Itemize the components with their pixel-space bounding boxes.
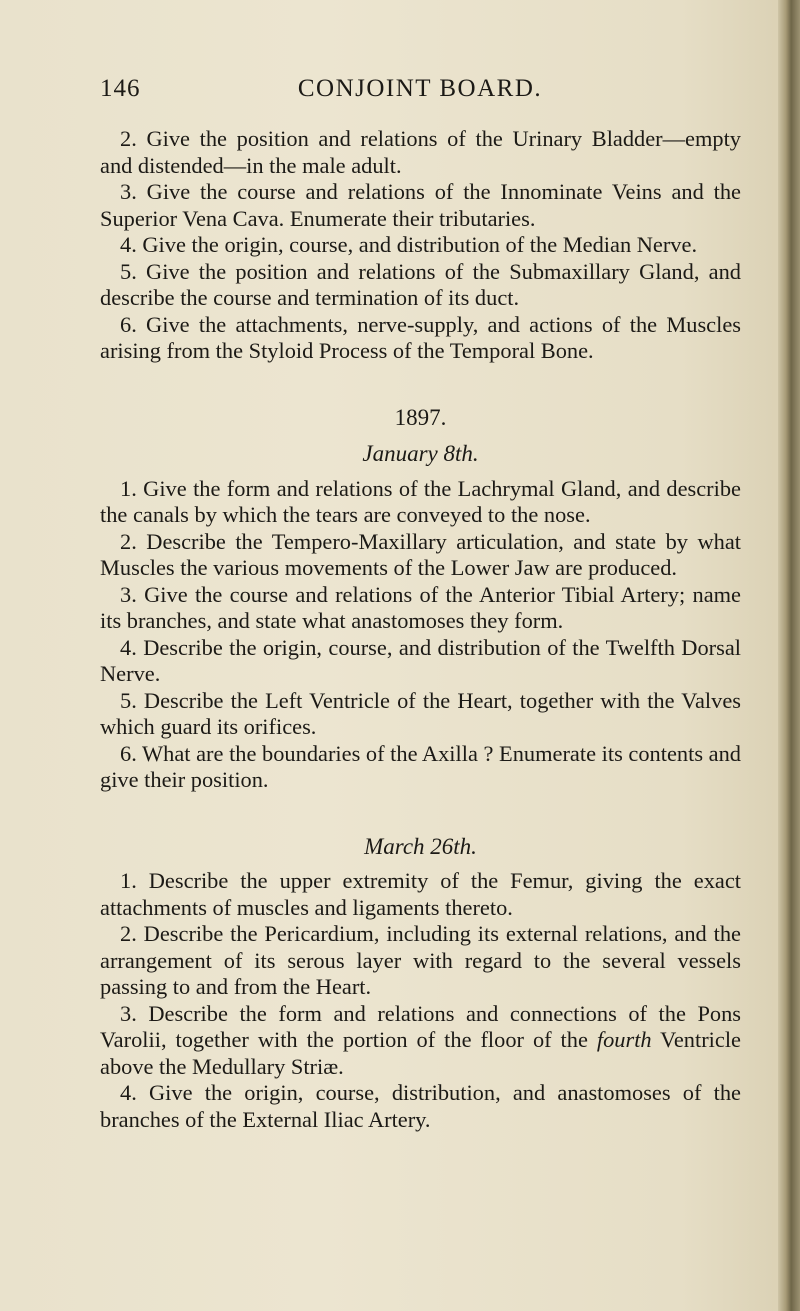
question-item: 2. Describe the Tempero-Maxillary articulation, and state by what Muscles the various movements of the Lower Jaw are produced.	[100, 528, 741, 580]
page-edge-shadow	[778, 0, 800, 1311]
page-number: 146	[100, 75, 141, 102]
question-item: 2. Describe the Pericardium, including its external relations, and the arrangement of its serous layer with regard to the several vessels passing to and from the Heart.	[100, 921, 741, 999]
question-item: 4. Give the origin, course, distribution, and anastomoses of the branches of the External Iliac Artery.	[100, 1080, 741, 1132]
question-item: 2. Give the position and relations of the Urinary Bladder—empty and distended—in the male adult.	[100, 126, 741, 178]
page-body	[100, 126, 741, 1133]
page-header	[100, 75, 740, 109]
question-item: 4. Describe the origin, course, and distribution of the Twelfth Dorsal Nerve.	[100, 634, 741, 686]
question-item: 3. Give the course and relations of the Anterior Tibial Artery; name its branches, and state what anastomoses they form.	[100, 581, 741, 633]
question-item: 5. Describe the Left Ventricle of the Heart, together with the Valves which guard its orifices.	[100, 687, 741, 739]
emphasized-word: fourth	[596, 1027, 652, 1052]
question-item	[100, 1001, 741, 1081]
question-text: 3. Describe the form and relations and connections of the Pons Varolii, together with the portion of the floor of the	[100, 1000, 741, 1052]
question-item: 6. Give the attachments, nerve-supply, and actions of the Muscles arising from the Styloid Process of the Temporal Bone.	[100, 311, 741, 363]
running-title: CONJOINT BOARD.	[297, 75, 543, 102]
exam-date-heading: March 26th.	[364, 833, 477, 859]
exam-date-heading: January 8th.	[362, 441, 479, 466]
question-item: 3. Give the course and relations of the Innominate Veins and the Superior Vena Cava. Enumerate their tributaries.	[100, 179, 741, 231]
question-item: 6. What are the boundaries of the Axilla ? Enumerate its contents and give their position.	[100, 740, 741, 792]
question-item: 5. Give the position and relations of the Submaxillary Gland, and describe the course and termination of its duct.	[100, 258, 741, 310]
question-text: Ventricle above the Medullary Striæ.	[100, 1027, 741, 1079]
question-item: 1. Give the form and relations of the Lachrymal Gland, and describe the canals by which the tears are conveyed to the nose.	[100, 475, 741, 527]
question-item: 1. Describe the upper extremity of the Femur, giving the exact attachments of muscles and ligaments thereto.	[100, 868, 741, 920]
question-item: 4. Give the origin, course, and distribution of the Median Nerve.	[120, 232, 698, 257]
year-heading: 1897.	[394, 404, 447, 430]
